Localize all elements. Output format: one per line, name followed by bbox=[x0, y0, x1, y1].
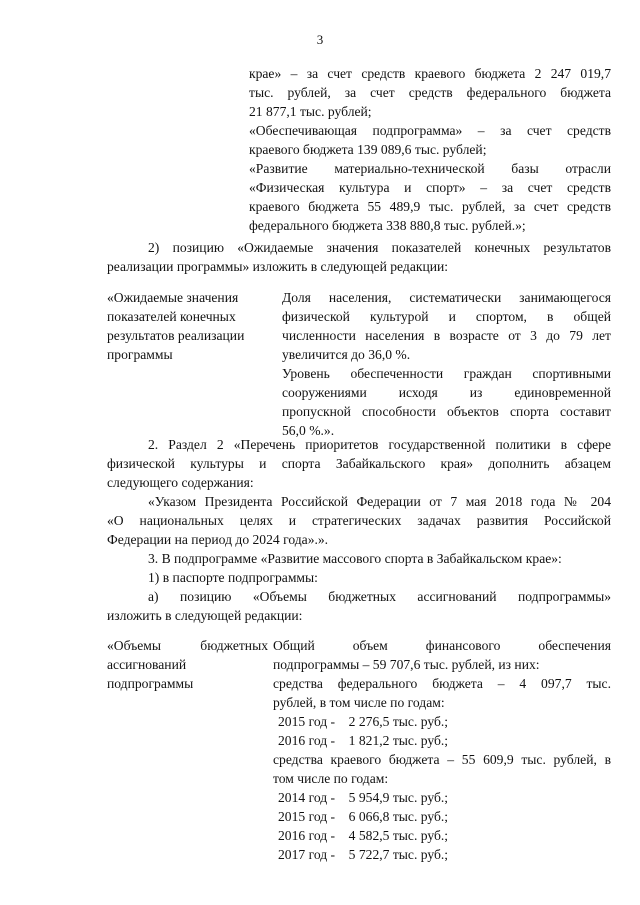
top-line-7: «Физическая культура и спорт» – за счет средств bbox=[249, 180, 611, 195]
table1-left-1: «Ожидаемые значения bbox=[107, 290, 239, 305]
item2-line-2: реализации программы» изложить в следующей редакции: bbox=[107, 259, 449, 274]
section2-line-2: физической культуры и спорта Забайкальского края» дополнить абзацем bbox=[107, 456, 611, 471]
decree-line-1: «Указом Президента Российской Федерации от 7 мая 2018 года № 204 bbox=[148, 494, 611, 509]
table1-left-4: программы bbox=[107, 347, 173, 362]
table2-left-2: ассигнований bbox=[107, 657, 187, 672]
table2-right-4: рублей, в том числе по годам: bbox=[273, 695, 445, 710]
top-line-5: краевого бюджета 139 089,6 тыс. рублей; bbox=[249, 142, 487, 157]
table2-right-11: 2016 год - 4 582,5 тыс. руб.; bbox=[278, 828, 449, 843]
page-number: 3 bbox=[316, 32, 324, 47]
table1-right-1: Доля населения, систематически занимающегося bbox=[282, 290, 611, 305]
table1-right-4: увеличится до 36,0 %. bbox=[282, 347, 411, 362]
section3-line-1: 3. В подпрограмме «Развитие массового спорта в Забайкальском крае»: bbox=[148, 551, 562, 566]
top-line-4: «Обеспечивающая подпрограмма» – за счет средств bbox=[249, 123, 611, 138]
table1-right-3: численности населения в возрасте от 3 до 79 лет bbox=[282, 328, 611, 343]
table2-right-1: Общий объем финансового обеспечения bbox=[273, 638, 611, 653]
table2-right-10: 2015 год - 6 066,8 тыс. руб.; bbox=[278, 809, 449, 824]
table2-right-9: 2014 год - 5 954,9 тыс. руб.; bbox=[278, 790, 449, 805]
section2-line-1: 2. Раздел 2 «Перечень приоритетов государственной политики в сфере bbox=[148, 437, 611, 452]
section3-line-4: изложить в следующей редакции: bbox=[107, 608, 303, 623]
table1-right-2: физической культурой и спортом, в общей bbox=[282, 309, 611, 324]
top-line-2: тыс. рублей, за счет средств федерального бюджета bbox=[249, 85, 611, 100]
table2-right-5: 2015 год - 2 276,5 тыс. руб.; bbox=[278, 714, 449, 729]
table2-right-3: средства федерального бюджета – 4 097,7 тыс. bbox=[273, 676, 611, 691]
table1-left-2: показателей конечных bbox=[107, 309, 236, 324]
table1-left-3: результатов реализации bbox=[107, 328, 245, 343]
table2-left-3: подпрограммы bbox=[107, 676, 194, 691]
table1-right-6: сооружениями исходя из единовременной bbox=[282, 385, 611, 400]
table1-right-7: пропускной способности объектов спорта составит bbox=[282, 404, 611, 419]
decree-line-2: «О национальных целях и стратегических задачах развития Российской bbox=[107, 513, 611, 528]
section2-line-3: следующего содержания: bbox=[107, 475, 254, 490]
table1-right-5: Уровень обеспеченности граждан спортивными bbox=[282, 366, 611, 381]
top-line-1: крае» – за счет средств краевого бюджета 2 247 019,7 bbox=[249, 66, 611, 81]
table2-right-2: подпрограммы – 59 707,6 тыс. рублей, из них: bbox=[273, 657, 540, 672]
item2-line-1: 2) позицию «Ожидаемые значения показателей конечных результатов bbox=[148, 240, 611, 255]
top-line-3: 21 877,1 тыс. рублей; bbox=[249, 104, 372, 119]
table2-left-1: «Объемы бюджетных bbox=[107, 638, 268, 653]
table2-right-7: средства краевого бюджета – 55 609,9 тыс. рублей, в bbox=[273, 752, 611, 767]
table2-right-6: 2016 год - 1 821,2 тыс. руб.; bbox=[278, 733, 449, 748]
section3-line-3: а) позицию «Объемы бюджетных ассигнований подпрограммы» bbox=[148, 589, 611, 604]
section3-line-2: 1) в паспорте подпрограммы: bbox=[148, 570, 318, 585]
table1-right-8: 56,0 %.». bbox=[282, 423, 335, 438]
decree-line-3: Федерации на период до 2024 года».». bbox=[107, 532, 329, 547]
top-line-9: федерального бюджета 338 880,8 тыс. рублей.»; bbox=[249, 218, 526, 233]
top-line-6: «Развитие материально-технической базы отрасли bbox=[249, 161, 611, 176]
table2-right-8: том числе по годам: bbox=[273, 771, 389, 786]
top-line-8: краевого бюджета 55 489,9 тыс. рублей, за счет средств bbox=[249, 199, 611, 214]
table2-right-12: 2017 год - 5 722,7 тыс. руб.; bbox=[278, 847, 449, 862]
